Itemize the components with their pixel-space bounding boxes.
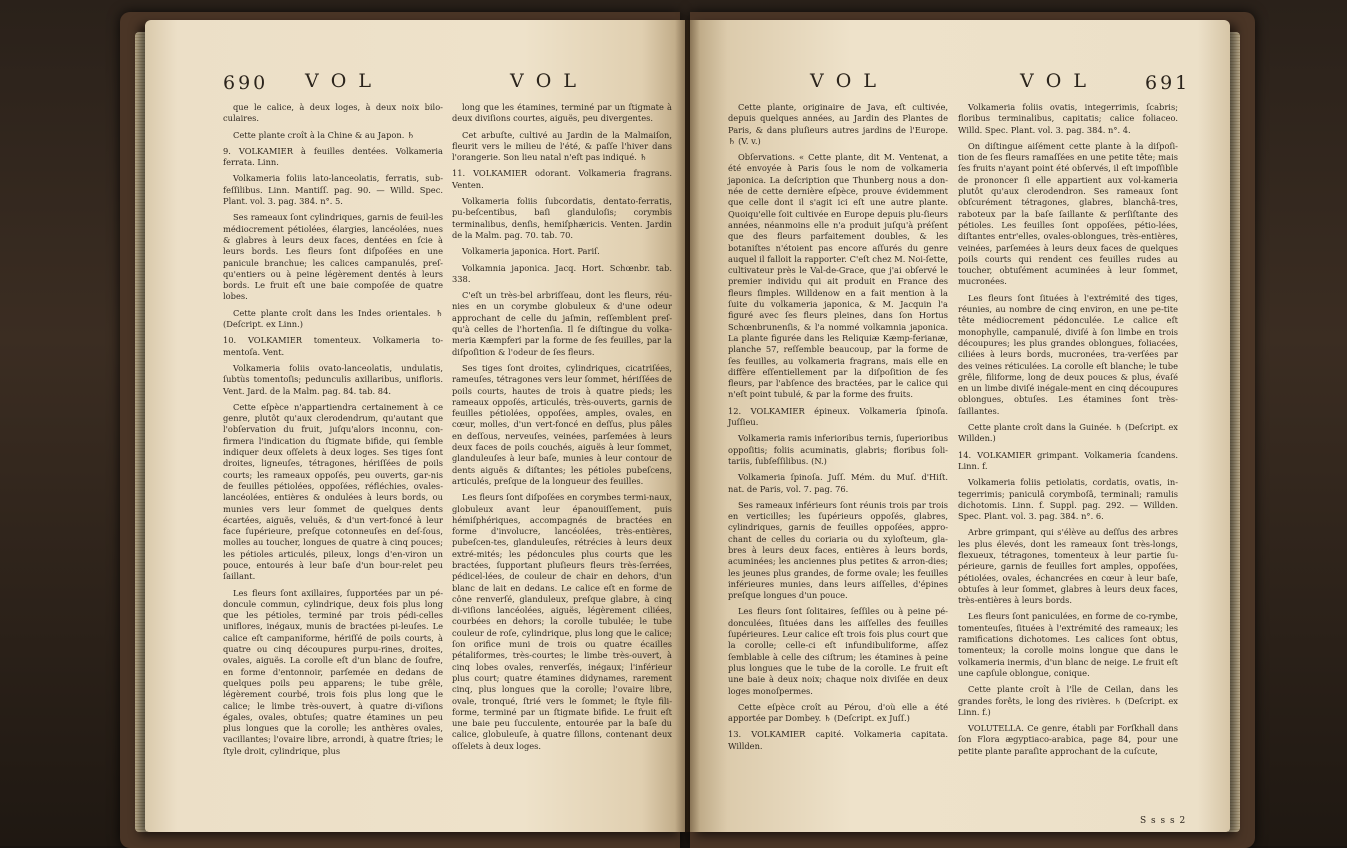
paragraph: Les fleurs ſont ſolitaires, ſeſſiles ou à peine pé-donculées, ſituées dans les aiſſelles des feuilles ſupérieures. Leur calice eſt trois fois plus court que la corolle; celle-ci eſt infundibuliforme, aſſez ſemblable à celle des ciſtrum; les étamines à peine plus longues que le tube de la corolle. Le fruit eſt une baie à deux noix; chaque noix diviſée en deux loges monoſpermes. bbox=[728, 606, 948, 696]
paragraph: On diſtingue aiſément cette plante à la diſpoſi-tion de ſes fleurs ramaſſées en une petite tête; mais ſes fruits n'ayant point été obſervés, il eſt impoſſible de prononcer ſi elle appartient aux vol-kameria plutôt qu'aux clerodendron. Ses rameaux ſont obſcurément tétragones, glabres, blanchâ-tres, raboteux par la baſe ſaillante & perſiſtante des pétioles. Les feuilles ſont oppoſées, pétio-lées, diſtantes entr'elles, ovales-oblongues, très-entières, veinées, parſemées à leurs deux faces de quelques poils courts qui rendent ces feuilles rudes au toucher, obtuſément acuminées à leur ſommet, mucronées. bbox=[958, 140, 1178, 287]
left-page bbox=[145, 20, 685, 832]
paragraph: Volkameria foliis petiolatis, cordatis, ovatis, in-tegerrimis; paniculâ corymboſâ, terminali; ramulis dichotomis. Linn. f. Suppl. pag. 292. — Willden. Spec. Plant. vol. 3. pag. 384. n°. 6. bbox=[958, 477, 1178, 522]
right-page-column-1 bbox=[728, 102, 948, 757]
paragraph: Cet arbuſte, cultivé au Jardin de la Malmaiſon, fleurit vers le milieu de l'été, & paſſe l'hiver dans l'orangerie. Son lieu natal n'eſt pas indiqué. ♄ bbox=[452, 129, 672, 163]
paragraph: Volkameria foliis ſubcordatis, dentato-ferratis, pu-beſcentibus, baſi glanduloſis; corymbis terminalibus, denſis, hemiſphæricis. Venten. Jardin de la Malm. pag. 70. tab. 70. bbox=[452, 196, 672, 240]
signature-mark: S s s s 2 bbox=[1140, 816, 1187, 826]
right-page-number: 691 bbox=[1145, 72, 1191, 94]
book-gutter bbox=[675, 20, 700, 832]
right-running-head-2: V O L bbox=[1020, 70, 1089, 92]
paragraph: 9. VOLKAMIER à feuilles dentées. Volkameria ferrata. Linn. bbox=[223, 145, 443, 168]
paragraph: Les fleurs ſont paniculées, en forme de co-rymbe, tomenteuſes, ſituées à l'extrémité des rameaux; les ramifications dichotomes. Les calices ſont obtus, tomenteux; la corolle moins longue que dans le volkameria inermis, d'un blanc de neige. Le fruit eſt une capſule oblongue, conique. bbox=[958, 611, 1178, 678]
paragraph: Volkameria ramis inferioribus ternis, ſuperioribus oppoſitis; foliis acuminatis, glabris; floribus ſoli-tariis, ſubſeſſilibus. (N.) bbox=[728, 433, 948, 466]
paragraph: Ses rameaux ſont cylindriques, garnis de feuil-les médiocrement pétiolées, élargies, lancéolées, nues & glabres à leurs deux faces, dentées en ſcie à leurs bords. Les fleurs ſont diſpoſées en une panicule branchue; les calices campanulés, preſ-qu'entiers ou à peine légèrement dentés à leurs bords. Le fruit eſt une baie compoſée de quatre lobes. bbox=[223, 212, 443, 302]
paragraph: Volkameria ſpinoſa. Juſſ. Mém. du Muſ. d'Hiſt. nat. de Paris, vol. 7. pag. 76. bbox=[728, 472, 948, 494]
paragraph: Arbre grimpant, qui s'élève au deſſus des arbres les plus élevés, dont les rameaux ſont très-longs, flexueux, tétragones, tomenteux à leur partie ſu-périeure, garnis de feuilles fort amples, oppoſées, pétiolées, ovales, échancrées en cœur à leur baſe, obtuſes à leur ſommet, glabres à leurs deux faces, très-entières à leurs bords. bbox=[958, 527, 1178, 606]
paragraph: Cette plante croît dans la Guinée. ♄ (Deſcript. ex Willden.) bbox=[958, 422, 1178, 444]
paragraph: VOLUTELLA. Ce genre, établi par Forſkhall dans ſon Flora ægyptiaco-arabica, page 84, pour une petite plante paraſite approchant de la cuſcute, bbox=[958, 723, 1178, 756]
paragraph: C'eſt un très-bel arbriſſeau, dont les fleurs, réu-nies en un corymbe globuleux & d'une odeur approchant de celle du jaſmin, reſſemblent preſ-qu'à celles de l'hortenſia. Il ſe diſtingue du volka-meria Kæmpferi par la forme de ſes feuilles, par la diſpoſition & l'odeur de ſes fleurs. bbox=[452, 290, 672, 357]
paragraph: Cette eſpèce croît au Pérou, d'où elle a été apportée par Dombey. ♄ (Deſcript. ex Juſſ.) bbox=[728, 701, 948, 724]
paragraph: Cette eſpèce n'appartiendra certainement à ce genre, plutôt qu'aux clerodendrum, qu'autant que l'obſervation du fruit, juſqu'alors inconnu, con-firmera l'indication du ſtigmate bifide, qui ſemble indiquer deux oſſelets à deux loges. Ses tiges ſont droites, ligneuſes, tétragones, hériſſées de poils courts; les rameaux oppoſés, peu ouverts, gar-nis de feuilles pétiolées, oppoſées, réfléchies, ovales-lancéolées, entières & ondulées à leurs bords, ou munies vers leur ſommet de quelques dents écartées, aiguës, veluës, & d'un vert-foncé à leur face ſupérieure, preſque cotonneuſes en deſ-ſous, molles au toucher, longues de quatre à cinq pouces; les pétioles articulés, pileux, longs d'en-viron un pouce, entourés à leur baſe d'un bour-relet peu ſaillant. bbox=[223, 401, 443, 582]
paragraph: 14. VOLKAMIER grimpant. Volkameria ſcandens. Linn. f. bbox=[958, 449, 1178, 471]
left-running-head-2: V O L bbox=[510, 70, 579, 92]
paragraph: Ses tiges ſont droites, cylindriques, cicatriſées, rameuſes, tétragones vers leur ſommet, hériſſées de poils courts, hautes de trois à quatre pieds; les rameaux oppoſés, articulés, très-ouverts, garnis de feuilles pétiolées, oppoſées, amples, ovales, en cœur, molles, d'un vert-foncé en deſſus, plus pâles en deſſous, nerveuſes, veinées, parſemées à leurs deux faces de poils couchés, aiguës à leur ſommet, glanduleuſes à leur baſe, munies à leur contour de dents aiguës & diſtantes; les pétioles pubeſcens, articulés, preſque de la longueur des feuilles. bbox=[452, 362, 672, 486]
paragraph: Volkameria foliis lato-lanceolatis, ferratis, sub-feſſilibus. Linn. Mantiſſ. pag. 90. — Willd. Spec. Plant. vol. 3. pag. 384. n°. 5. bbox=[223, 173, 443, 207]
paragraph: Cette plante croît dans les Indes orientales. ♄ (Deſcript. ex Linn.) bbox=[223, 307, 443, 330]
paragraph: Volkameria japonica. Hort. Pariſ. bbox=[462, 246, 600, 257]
paragraph: Cette plante, originaire de Java, eſt cultivée, depuis quelques années, au Jardin des Plantes de Paris, & dans pluſieurs autres jardins de l'Europe. ♄ (V. v.) bbox=[728, 102, 948, 146]
open-book bbox=[145, 20, 1230, 840]
paragraph: Volkameria foliis ovatis, integerrimis, ſcabris; floribus terminalibus, capitatis; calice foliaceo. Willd. Spec. Plant. vol. 3. pag. 384. n°. 4. bbox=[958, 102, 1178, 135]
paragraph: Les fleurs ſont diſpoſées en corymbes termi-naux, globuleux avant leur épanouiſſement, puis hémiſphériques, accompagnés de bractées en forme d'involucre, lancéolées, très-entières, pubeſcen-tes, glanduleuſes, rétrécies à leurs deux extré-mités; les pédoncules plus courts que les bractées, ſupportant pluſieurs fleurs très-ſerrées, pédicel-lées, de couleur de chair en dehors, d'un blanc de lait en dedans. Le calice eſt en forme de cône renverſé, glanduleux, preſque glabre, à cinq di-viſions lancéolées, aiguës, légèrement ciliées, courbées en dehors; la corolle tubulée; le tube couleur de roſe, cylindrique, plus long que le calice; ſon orifice muni de trois ou quatre écailles pétaliformes, très-courtes; le limbe très-ouvert, à cinq lobes ovales, renverſés, inégaux; l'inférieur plus court; quatre étamines didynames, rarement cinq, plus longues que la corolle; l'ovaire libre, ovale, tronqué, ſtrié vers le ſommet; le ſtyle fili-forme, terminé par un ſtigmate bifide. Le fruit eſt une baie peu ſucculente, entourée par la baſe du calice, globuleuſe, à quatre ſillons, contenant deux oſſelets à deux loges. bbox=[452, 492, 672, 751]
paragraph: Volkamnia japonica. Jacq. Hort. Schœnbr. tab. 338. bbox=[452, 262, 672, 284]
paragraph: Volkameria foliis ovato-lanceolatis, undulatis, ſubtùs tomentoſis; pedunculis axillaribus, unifloris. Vent. Jard. de la Malm. pag. 84. tab. 84. bbox=[223, 362, 443, 396]
paragraph: 11. VOLKAMIER odorant. Volkameria fragrans. Venten. bbox=[452, 168, 672, 190]
left-running-head-1: V O L bbox=[305, 70, 374, 92]
paragraph: Cette plante croît à la Chine & au Japon. ♄ bbox=[233, 129, 415, 140]
paragraph: Cette plante croît à l'île de Ceilan, dans les grandes forêts, le long des rivières. ♄ (Deſcript. ex Linn. f.) bbox=[958, 684, 1178, 717]
right-page bbox=[690, 20, 1230, 832]
paragraph: 12. VOLKAMIER épineux. Volkameria ſpinoſa. Juſſieu. bbox=[728, 405, 948, 428]
right-page-column-2 bbox=[958, 102, 1178, 762]
left-page-column-2 bbox=[452, 102, 672, 757]
paragraph: Obſervations. « Cette plante, dit M. Ventenat, a été envoyée à Paris ſous le nom de volkameria japonica. La deſcription que Thunberg nous a don-née de cette dernière eſpèce, prouve évidemment que celle dont il s'agit ici eſt une autre plante. Quoiqu'elle ſoit cultivée en Europe depuis plu-ſieurs années, néanmoins elle n'a produit juſqu'à préſent que des fleurs parfaitement doubles, & les botaniſtes n'étoient pas encore aſſurés du genre auquel il falloit la rapporter. C'eſt chez M. Noi-ſette, cultivateur près le Val-de-Grace, que j'ai obſervé le premier individu qui ait produit en France des fleurs ſimples. Willdenow en a fait mention à la ſuite du volkameria japonica, & M. Jacquin l'a figuré avec ſes fleurs pleines, dans ſon Hortus Schœnbrunenſis, & l'a nommé volkamnia japonica. La plante figurée dans les Reliquiæ Kæmp-ferianæ, planche 57, reſſemble beaucoup, par la forme de ſes feuilles, au volkameria fragrans, mais elle en diffère eſſentiellement par la diſpoſition de ſes fleurs, par l'abſence des bractées, par le calice qui n'eſt point tubulé, & par la forme des fruits. bbox=[728, 152, 948, 400]
left-page-number: 690 bbox=[223, 72, 269, 94]
paragraph: Les fleurs ſont axillaires, ſupportées par un pé-doncule commun, cylindrique, deux fois plus long que les pétioles, terminé par trois pédi-celles uniflores, inégaux, munis de bractées pi-leuſes. Le calice eſt campaniforme, hériſſé de poils courts, à quatre ou cinq découpures purpu-rines, droites, ovales, aiguës. La corolle eſt d'un blanc de ſoufre, en forme d'entonnoir, parſemée en dedans de quelques poils peu apparens; le tube grêle, légèrement courbé, trois fois plus long que le calice; le limbe très-ouvert, à quatre di-viſions égales, ovales, obtuſes; quatre étamines un peu plus longues que la corolle; les anthères ovales, vacillantes; l'ovaire libre, arrondi, à quatre ſtries; le ſtyle droit, cylindrique, plus bbox=[223, 587, 443, 756]
left-page-column-1 bbox=[223, 102, 443, 762]
paragraph: que le calice, à deux loges, à deux noix bilo-culaires. bbox=[223, 102, 443, 124]
paragraph: 13. VOLKAMIER capité. Volkameria capitata. Willden. bbox=[728, 729, 948, 751]
paragraph: long que les étamines, terminé par un ſtigmate à deux diviſions courtes, aiguës, peu divergentes. bbox=[452, 102, 672, 124]
right-running-head-1: V O L bbox=[810, 70, 879, 92]
paragraph: 10. VOLKAMIER tomenteux. Volkameria to-mentoſa. Vent. bbox=[223, 335, 443, 357]
paragraph: Les fleurs ſont ſituées à l'extrémité des tiges, réunies, au nombre de cinq environ, en une pe-tite tête médiocrement pédonculée. Le calice eſt monophylle, campanulé, diviſé à ſon limbe en trois découpures; les plus grandes oblongues, foliacées, ciliées à leurs bords, mucronées, tra-verſées par des veines réticulées. La corolle eſt blanche; le tube grêle, filiforme, long de deux pouces & plus, évaſé en un limbe diviſé inégale-ment en cinq découpures oblongues, obtuſes. Les étamines ſont très-ſaillantes. bbox=[958, 292, 1178, 416]
paragraph: Ses rameaux inférieurs ſont réunis trois par trois en verticilles; les ſupérieurs oppoſés, glabres, cylindriques, garnis de feuilles oppoſées, appro-chant de celles du coriaria ou du xyloſteum, gla-bres à leurs deux faces, entières à leurs bords, acuminées; les anciennes plus petites & arron-dies; les jeunes plus grandes, de forme ovale; les feuilles inférieures munies, dans leurs aiſſelles, d'épines preſque longues d'un pouce. bbox=[728, 499, 948, 601]
